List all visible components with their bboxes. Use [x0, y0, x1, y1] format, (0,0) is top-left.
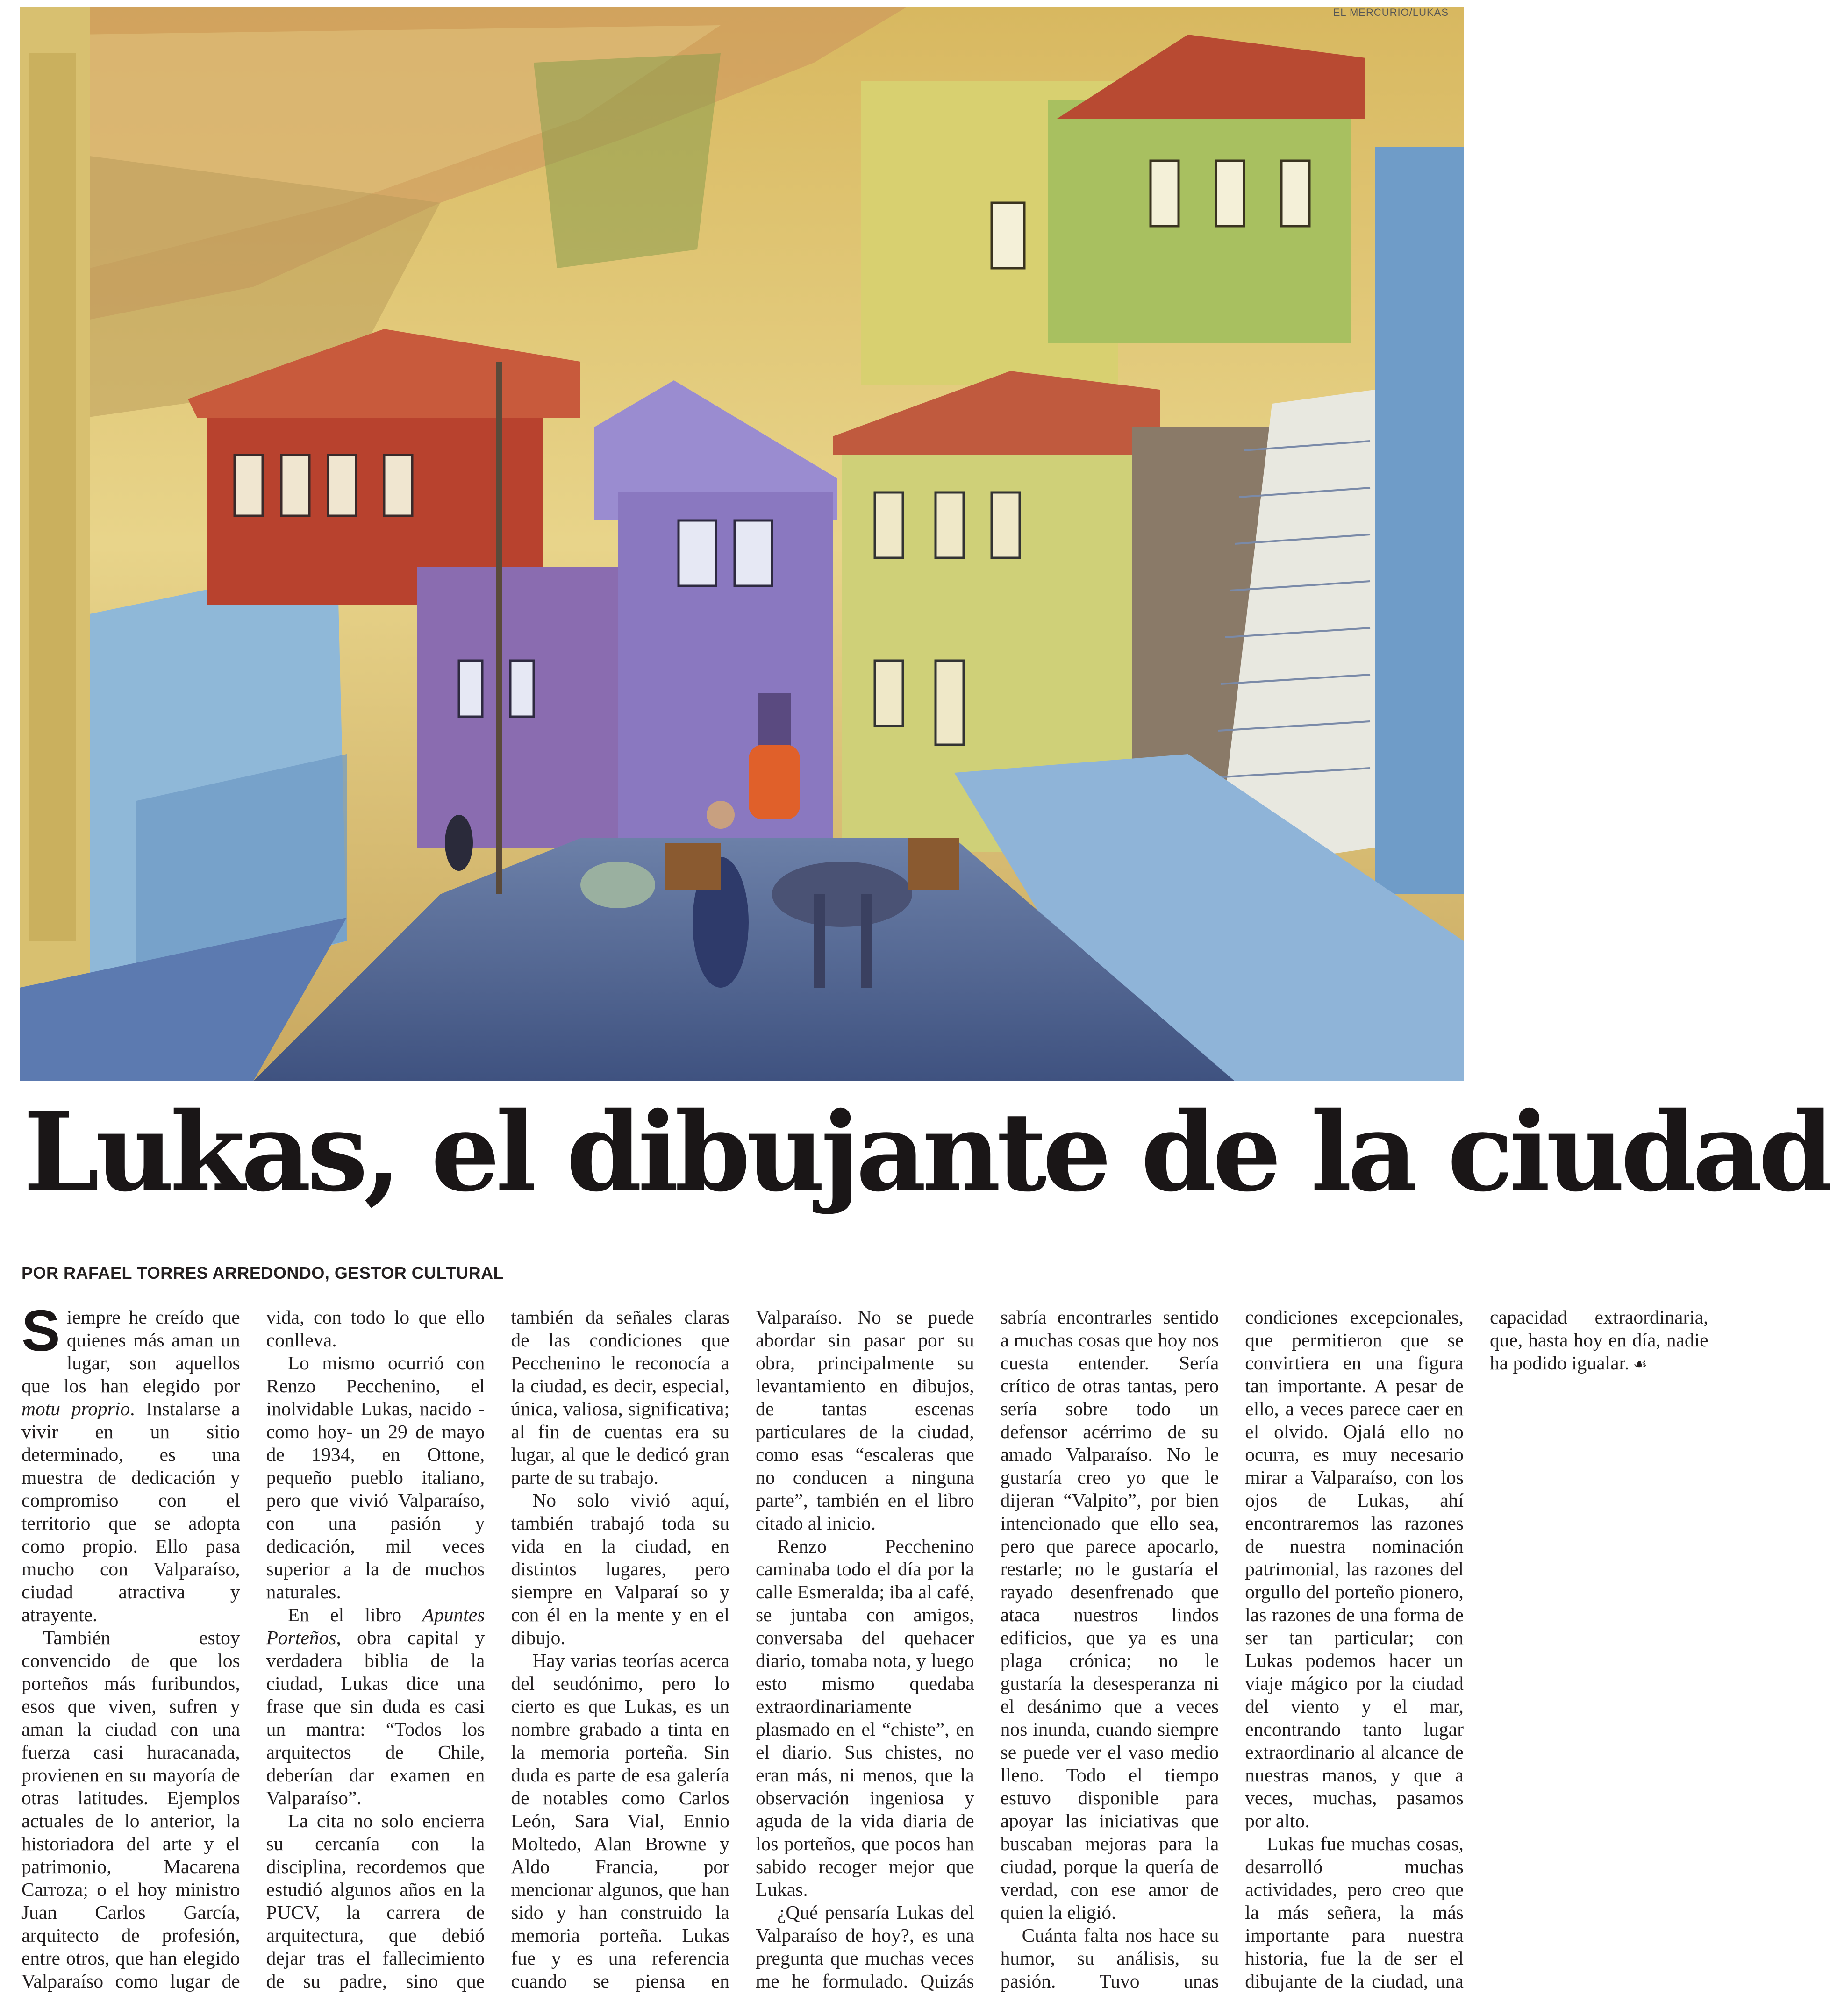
paragraph-11: Lukas fue muchas cosas, desarrolló muchas actividades, pero creo que la más señera, la más importante para nuestra historia, fue la de ser el dibujante de la ciudad, una capacidad extraordinaria, que, hasta hoy en día, nadie ha podido igualar. ☙ [1245, 1306, 1708, 1992]
illustration-credit: EL MERCURIO/LUKAS [1333, 7, 1449, 18]
drop-cap: S [21, 1299, 60, 1363]
paragraph-3: Lo mismo ocurrió con Renzo Pecchenino, el inolvidable Lukas, nacido -como hoy- un 29 de mayo de 1934, en Ottone, pequeño pueblo italiano, pero que vivió Valparaíso, con una pasión y dedicación, mil veces superior a la de muchos naturales. [266, 1352, 485, 1603]
end-mark-icon: ☙ [1633, 1355, 1647, 1374]
article-title: Lukas, el dibujante de la ciudad [23, 1088, 1830, 1216]
paragraph-2: También estoy convencido de que los porteños más furibundos, esos que viven, sufren y aman la ciudad con una fuerza casi huracanada, provienen en su mayoría de otras latitudes. Ejemplos actuales de lo anterior, la historiadora del arte y el patrimonio, Macarena Carroza; o el hoy ministro Juan Carlos García, arquitecto de profesión, entre otros, que han elegido Valparaíso como lugar de vida, con todo lo que ello conlleva. [21, 1306, 485, 1992]
paragraph-1: Siempre he creído que quienes más aman un lugar, son aquellos que los han elegido por motu proprio. Instalarse a vivir en un sitio determinado, es una muestra de dedicación y compromiso con el territorio que se adopta como propio. Ello pasa mucho con Valparaíso, ciudad atractiva y atrayente. [21, 1299, 240, 1625]
paragraph-5: La cita no solo encierra su cercanía con la disciplina, recordemos que estudió algunos años en la PUCV, la carrera de arquitectura, que debió dejar tras el fallecimiento de su padre, sino que también da señales claras de las condiciones que Pecchenino le reconocía a la ciudad, es decir, especial, única, valiosa, significativa; al fin de cuentas era su lugar, al que le dedicó gran parte de su trabajo. [266, 1306, 729, 1992]
paragraph-6: No solo vivió aquí, también trabajó toda su vida en la ciudad, en distintos lugares, pero siempre en Valparaí so y con él en la mente y en el dibujo. [511, 1489, 729, 1648]
paragraph-4: En el libro Apuntes Porteños, obra capital y verdadera biblia de la ciudad, Lukas dice una frase que sin duda es casi un mantra: “Todos los arquitectos de Chile, deberían dar examen en Valparaíso”. [266, 1604, 485, 1809]
paragraph-10: Cuánta falta nos hace su humor, su análisis, su pasión. Tuvo unas condiciones excepcionales, que permitieron que se convirtiera en una figura tan importante. A pesar de ello, a veces parece caer en el olvido. Ojalá ello no ocurra, es muy necesario mirar a Valparaíso, con los ojos de Lukas, ahí encontraremos las razones de nuestra nominación patrimonial, las razones del orgullo del porteño pionero, las razones de una forma de ser tan particular; con Lukas podemos hacer un viaje mágico por la ciudad del viento y el mar, encontrando tanto lugar extraordinario al alcance de nuestras manos, y que a veces, muchas, pasamos por alto. [1000, 1306, 1464, 1992]
valparaiso-illustration [20, 7, 1464, 1081]
paragraph-8: Renzo Pecchenino caminaba todo el día por la calle Esmeralda; iba al café, se juntaba con amigos, conversaba del quehacer diario, tomaba nota, y luego esto mismo quedaba extraordinariamente plasmado en el “chiste”, en el diario. Sus chistes, no eran más, ni menos, que la observación ingeniosa y aguda de la vida diaria de los porteños, que pocos han sabido recoger mejor que Lukas. [755, 1535, 974, 1900]
paragraph-9: ¿Qué pensaría Lukas del Valparaíso de hoy?, es una pregunta que muchas veces me he formulado. Quizás sabría encontrarles sentido a muchas cosas que hoy nos cuesta entender. Sería crítico de otras tantas, pero sería sobre todo un defensor acérrimo de su amado Valparaíso. No le gustaría creo yo que le dijeran “Valpito”, por bien intencionado que ello sea, pero que parece apocarlo, restarle; no le gustaría el rayado desenfrenado que ataca nuestros lindos edificios, que ya es una plaga crónica; no le gustaría la desesperanza ni el desánimo que a veces nos inunda, cuando siempre se puede ver el vaso medio lleno. Todo el tiempo estuvo disponible para apoyar las iniciativas que buscaban mejoras para la ciudad, porque la quería de verdad, con ese amor de quien la eligió. [755, 1306, 1219, 1992]
article-body [21, 1299, 1708, 2007]
watercolor-valparaiso-street-illustration [20, 7, 1464, 1081]
paragraph-7: Hay varias teorías acerca del seudónimo, pero lo cierto es que Lukas, es un nombre grabado a tinta en la memoria porteña. Sin duda es parte de esa galería de notables como Carlos León, Sara Vial, Ennio Moltedo, Alan Browne y Aldo Francia, por mencionar algunos, que han sido y han construido la memoria porteña. Lukas fue y es una referencia cuando se piensa en Valparaíso. No se puede abordar sin pasar por su obra, principalmente su levantamiento en dibujos, de tantas escenas particulares de la ciudad, como esas “escaleras que no conducen a ninguna parte”, también en el libro citado al inicio. [511, 1306, 974, 1992]
article-byline: POR RAFAEL TORRES ARREDONDO, GESTOR CULTURAL [21, 1263, 504, 1282]
